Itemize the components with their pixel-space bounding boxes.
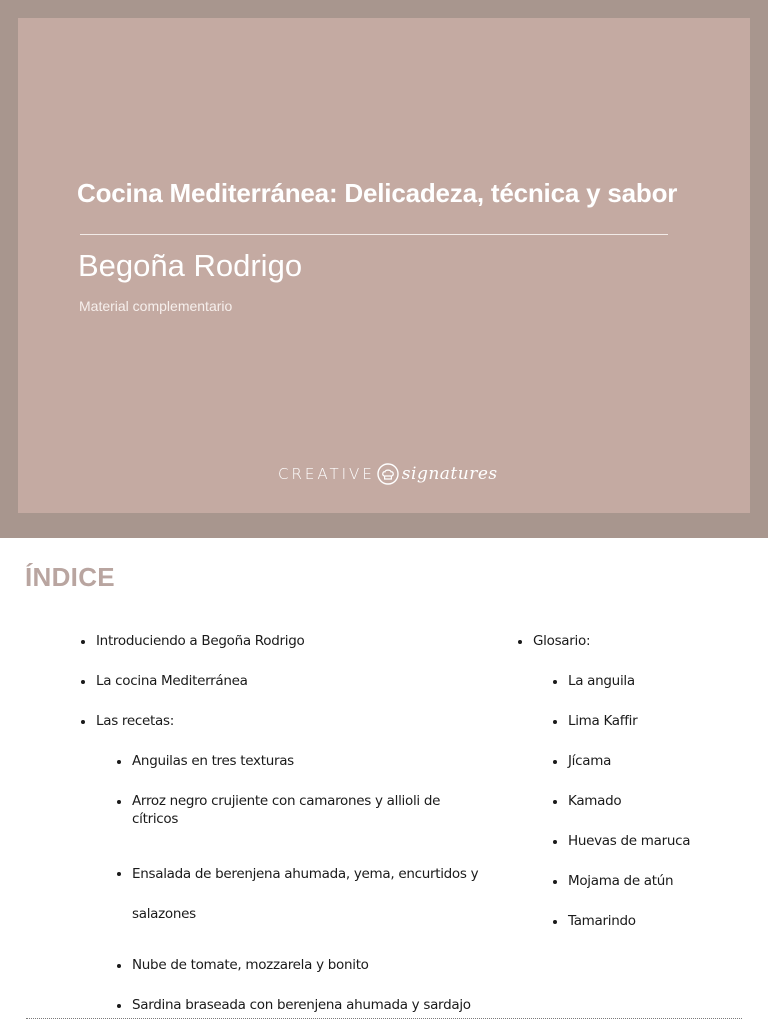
glossary-item: Kamado — [568, 792, 733, 810]
cover-panel — [18, 18, 750, 513]
index-item-glosario-label: Glosario: — [533, 633, 591, 649]
index-item-recetas-label: Las recetas: — [96, 713, 174, 729]
cover-subtitle: Material complementario — [79, 298, 233, 314]
index-item-intro: Introduciendo a Begoña Rodrigo — [96, 632, 486, 650]
index-left-column — [96, 632, 486, 1036]
recipe-item: Nube de tomate, mozzarela y bonito — [132, 956, 486, 974]
index-heading: ÍNDICE — [25, 562, 115, 592]
index-list — [96, 632, 486, 1014]
index-right-column — [533, 632, 733, 952]
chef-hat-icon — [377, 463, 399, 485]
recipe-item: Anguilas en tres texturas — [132, 752, 486, 770]
creative-signatures-logo — [278, 461, 498, 487]
recipe-item: Sardina braseada con berenjena ahumada y sardajo — [132, 996, 486, 1014]
glossary-item: Tamarindo — [568, 912, 733, 930]
glossary-list-outer — [533, 632, 733, 930]
recipe-list — [132, 752, 486, 1014]
brand-signatures-text: signatures — [401, 464, 498, 484]
footer-dotted-divider — [26, 1018, 742, 1019]
recipe-item: Arroz negro crujiente con camarones y allioli de cítricos — [132, 792, 486, 828]
glossary-item: Mojama de atún — [568, 872, 733, 890]
index-item-glosario — [533, 632, 733, 930]
glossary-item: La anguila — [568, 672, 733, 690]
index-item-recetas — [96, 712, 486, 1014]
cover-author: Begoña Rodrigo — [78, 248, 303, 283]
glossary-item: Lima Kaffir — [568, 712, 733, 730]
brand-creative-text: CREATIVE — [278, 465, 375, 483]
glossary-item: Jícama — [568, 752, 733, 770]
glossary-list — [568, 672, 733, 930]
cover-divider — [80, 234, 668, 235]
cover-title: Cocina Mediterránea: Delicadeza, técnica y sabor — [77, 178, 678, 208]
glossary-item: Huevas de maruca — [568, 832, 733, 850]
index-item-cocina: La cocina Mediterránea — [96, 672, 486, 690]
recipe-item: Ensalada de berenjena ahumada, yema, encurtidos y salazones — [132, 854, 486, 934]
